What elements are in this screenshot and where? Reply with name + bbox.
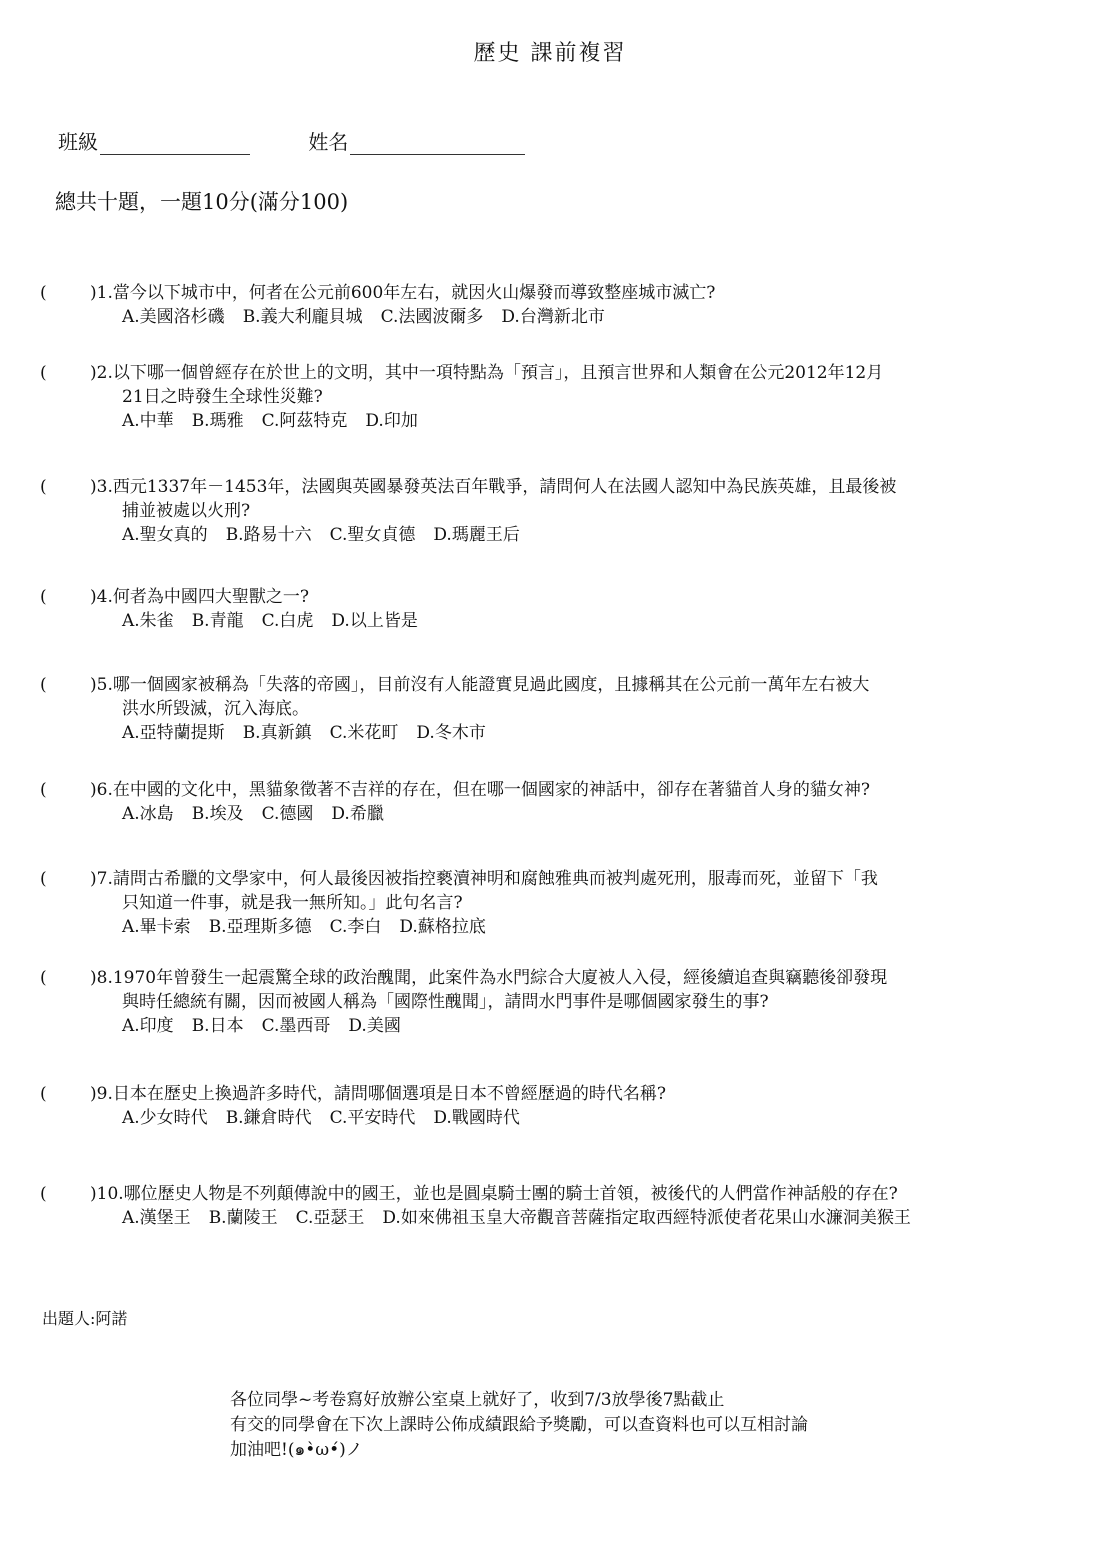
option-item: B.青龍 [191,611,244,631]
class-label: 班級 [58,130,98,154]
option-item: D.如來佛祖玉皇大帝觀音菩薩指定取西經特派使者花果山水濂洞美猴王 [382,1208,911,1228]
option-item: C.亞瑟王 [295,1208,365,1228]
option-list [40,1206,1090,1230]
answer-paren[interactable]: ( [40,477,47,497]
question-block [40,475,1090,547]
author-line: 出題人:阿諾 [42,1309,128,1328]
option-item: D.美國 [348,1016,401,1036]
question-block [40,778,1090,826]
teacher-notes [230,1388,808,1463]
question-number: )9. [90,1084,113,1104]
question-number: )1. [90,283,113,303]
option-item: D.蘇格拉底 [399,917,486,937]
question-number: )7. [90,869,113,889]
question-block [40,585,1090,633]
option-item: D.冬木市 [416,723,486,743]
option-item: A.中華 [122,411,174,431]
question-number: )4. [90,587,113,607]
question-text: 請問古希臘的文學家中，何人最後因被指控褻瀆神明和腐蝕雅典而被判處死刑，服毒而死，並留下「我 [112,869,878,889]
question-block [40,673,1090,745]
option-item: A.美國洛杉磯 [122,307,225,327]
option-item: D.戰國時代 [433,1108,520,1128]
question-number: )6. [90,780,113,800]
question-text: 日本在歷史上換過許多時代，請問哪個選項是日本不曾經歷過的時代名稱? [112,1084,666,1104]
option-item: B.真新鎮 [242,723,312,743]
answer-paren[interactable]: ( [40,869,47,889]
answer-paren[interactable]: ( [40,363,47,383]
name-label: 姓名 [308,130,349,154]
question-head [40,281,1090,305]
option-item: C.墨西哥 [261,1016,331,1036]
option-item: B.蘭陵王 [208,1208,278,1228]
option-item: A.冰島 [122,804,174,824]
question-text-continued: 只知道一件事，就是我一無所知。」此句名言? [122,893,463,913]
option-item: D.瑪麗王后 [433,525,520,545]
question-block [40,867,1090,939]
option-item: A.朱雀 [122,611,174,631]
note-line: 有交的同學會在下次上課時公佈成績跟給予獎勵，可以查資料也可以互相討論 [230,1415,808,1435]
option-item: A.印度 [122,1016,174,1036]
question-head [40,1082,1090,1106]
answer-paren[interactable]: ( [40,1084,47,1104]
question-text-continued: 21日之時發生全球性災難? [122,387,323,407]
option-list [40,915,1090,939]
option-item: C.米花町 [329,723,399,743]
answer-paren[interactable]: ( [40,283,47,303]
question-text: 何者為中國四大聖獸之一? [112,587,309,607]
question-head [40,966,1090,990]
option-item: A.少女時代 [122,1108,208,1128]
question-text: 哪一個國家被稱為「失落的帝國」，目前沒有人能證實見過此國度，且據稱其在公元前一萬年左右被大 [112,675,870,695]
option-item: D.以上皆是 [331,611,418,631]
question-head [40,867,1090,891]
option-item: B.日本 [191,1016,244,1036]
option-list [40,802,1090,826]
option-list [40,305,1090,329]
question-number: )8. [90,968,113,988]
question-text-continued: 與時任總統有關，因而被國人稱為「國際性醜聞」，請問水門事件是哪個國家發生的事? [122,992,769,1012]
option-item: B.路易十六 [225,525,312,545]
option-item: C.白虎 [261,611,314,631]
question-block [40,1182,1090,1230]
question-head [40,673,1090,697]
option-item: A.亞特蘭提斯 [122,723,225,743]
option-item: C.李白 [329,917,382,937]
option-list [40,1014,1090,1038]
option-item: A.漢堡王 [122,1208,191,1228]
option-item: D.台灣新北市 [501,307,605,327]
question-block [40,1082,1090,1130]
score-note: 總共十題，一題10分(滿分100) [55,190,349,214]
question-block [40,361,1090,433]
question-text: 哪位歷史人物是不列顛傳說中的國王，並也是圓桌騎士團的騎士首領，被後代的人們當作神話般的存在? [123,1184,898,1204]
option-item: C.聖女貞德 [329,525,416,545]
answer-paren[interactable]: ( [40,675,47,695]
question-number: )3. [90,477,113,497]
option-item: C.法國波爾多 [380,307,484,327]
question-head [40,361,1090,385]
question-number: )10. [90,1184,124,1204]
note-line: 各位同學~考卷寫好放辦公室桌上就好了，收到7/3放學後7點截止 [230,1390,725,1410]
student-info-row [58,126,525,155]
question-head [40,1182,1090,1206]
option-item: B.亞理斯多德 [208,917,312,937]
option-item: A.聖女真的 [122,525,208,545]
option-list [40,721,1090,745]
answer-paren[interactable]: ( [40,780,47,800]
option-item: B.瑪雅 [191,411,244,431]
option-list [40,609,1090,633]
question-head [40,585,1090,609]
class-blank[interactable] [100,134,250,155]
answer-paren[interactable]: ( [40,968,47,988]
option-list [40,1106,1090,1130]
question-number: )2. [90,363,113,383]
answer-paren[interactable]: ( [40,1184,47,1204]
question-text: 當今以下城市中，何者在公元前600年左右，就因火山爆發而導致整座城市滅亡? [112,283,716,303]
question-text: 以下哪一個曾經存在於世上的文明，其中一項特點為「預言」，且預言世界和人類會在公元2012年12月 [112,363,884,383]
option-item: A.畢卡索 [122,917,191,937]
question-text-continued: 捕並被處以火刑? [122,501,251,521]
page-title: 歷史 課前複習 [473,41,627,66]
question-head [40,475,1090,499]
answer-paren[interactable]: ( [40,587,47,607]
option-item: B.義大利龐貝城 [242,307,363,327]
note-line: 加油吧!(๑•̀ω•́)ノ [230,1440,363,1460]
option-item: C.阿茲特克 [261,411,348,431]
option-item: C.平安時代 [329,1108,416,1128]
option-item: D.印加 [365,411,418,431]
question-text: 1970年曾發生一起震驚全球的政治醜聞，此案件為水門綜合大廈被人入侵，經後續追查與竊聽後卻發現 [112,968,888,988]
name-blank[interactable] [350,134,525,155]
option-item: B.鎌倉時代 [225,1108,312,1128]
question-block [40,281,1090,329]
question-head [40,778,1090,802]
option-list [40,409,1090,433]
question-block [40,966,1090,1038]
question-text: 在中國的文化中，黑貓象徵著不吉祥的存在，但在哪一個國家的神話中，卻存在著貓首人身的貓女神? [112,780,870,800]
option-item: C.德國 [261,804,314,824]
question-text: 西元1337年－1453年，法國與英國暴發英法百年戰爭，請問何人在法國人認知中為民族英雄，且最後被 [112,477,897,497]
option-list [40,523,1090,547]
option-item: B.埃及 [191,804,244,824]
question-text-continued: 洪水所毀滅，沉入海底。 [122,699,309,719]
question-number: )5. [90,675,113,695]
option-item: D.希臘 [331,804,384,824]
